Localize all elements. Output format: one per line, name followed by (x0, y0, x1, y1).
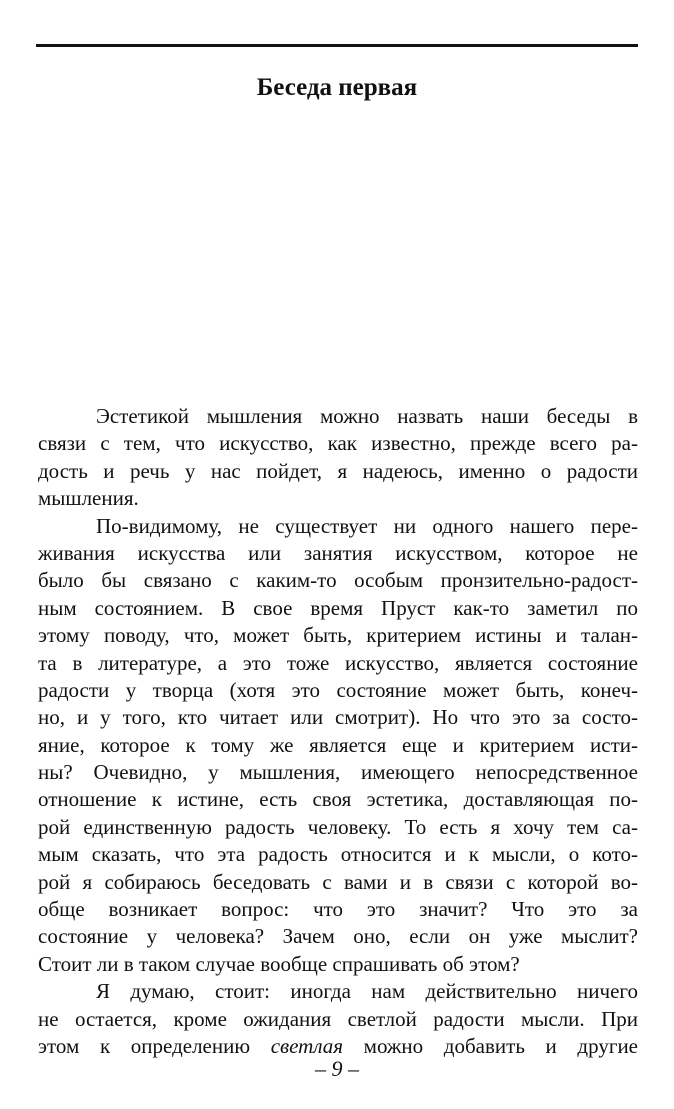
paragraph-3-line-1: Я думаю, стоит: иногда нам действительно ничего (96, 979, 638, 1004)
page-number: – 9 – (315, 1056, 359, 1081)
paragraph-2-line-10: ны? Очевидно, у мышления, имеющего непосредственное (38, 760, 638, 785)
paragraph-2-line-7: радости у творца (хотя это состояние может быть, конеч- (38, 677, 638, 702)
header-rule (36, 44, 638, 47)
paragraph-1-line-3: дость и речь у нас пойдет, я надеюсь, именно о радости (38, 458, 638, 483)
paragraph-2-line-17: Стоит ли в таком случае вообще спрашивать об этом? (38, 951, 520, 976)
line-text-before-emphasis: этом к определению (38, 1033, 251, 1058)
paragraph-2-line-12: рой единственную радость человеку. То есть я хочу тем са- (38, 814, 638, 839)
paragraph-2-line-14: рой я собираюсь беседовать с вами и в связи с которой во- (38, 869, 638, 894)
paragraph-2-line-5: этому поводу, что, может быть, критерием истины и талан- (38, 623, 638, 648)
chapter-title: Беседа первая (256, 74, 418, 101)
paragraph-3-line-2: не остается, кроме ожидания светлой радости мысли. При (38, 1006, 638, 1031)
body-text (38, 403, 638, 1060)
paragraph-2-line-15: обще возникает вопрос: что это значит? Что это за (38, 897, 638, 922)
paragraph-2-line-4: ным состоянием. В свое время Пруст как-то заметил по (38, 595, 638, 620)
paragraph-1-line-1: Эстетикой мышления можно назвать наши беседы в (96, 404, 638, 428)
paragraph-2-line-1: По-видимому, не существует ни одного нашего пере- (96, 513, 638, 538)
paragraph-2-line-11: отношение к истине, есть своя эстетика, доставляющая по- (38, 787, 638, 812)
paragraph-2-line-6: та в литературе, а это тоже искусство, является состояние (38, 650, 638, 675)
paragraph-1-line-4: мышления. (38, 486, 139, 511)
paragraph-2-line-13: мым сказать, что эта радость относится и к мысли, о кото- (38, 842, 638, 867)
paragraph-2-line-9: яние, которое к тому же является еще и критерием исти- (38, 732, 638, 757)
paragraph-2-line-2: живания искусства или занятия искусством, которое не (38, 540, 638, 565)
line-text-after-emphasis: можно добавить и другие (363, 1033, 639, 1058)
emphasized-word: светлая (270, 1033, 344, 1058)
paragraph-2-line-16: состояние у человека? Зачем оно, если он уже мыслит? (38, 924, 638, 949)
paragraph-2-line-3: было бы связано с каким-то особым пронзительно-радост- (38, 568, 638, 593)
paragraph-2-line-8: но, и у того, кто читает или смотрит). Но что это за состо- (38, 705, 638, 730)
paragraph-1-line-2: связи с тем, что искусство, как известно, прежде всего ра- (38, 431, 638, 456)
